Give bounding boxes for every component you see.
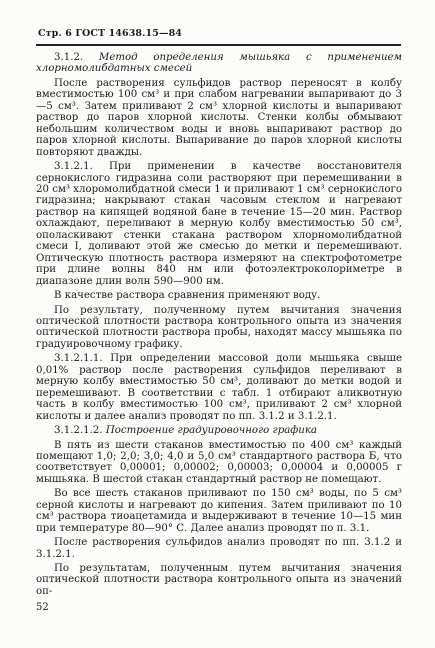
paragraph: В качестве раствора сравнения применяют воду. (54, 290, 321, 302)
section-title: Построение градуировочного графика (105, 425, 317, 437)
section-heading (36, 52, 402, 75)
document-body (36, 52, 402, 597)
paragraph: 3.1.2.1.1. При определении массовой доли мышьяка свыше 0,01% раствор после растворения сульфидов переливают в мерную колбу вместимостью 50 см³, доливают до метки водой и перемешивают. В соответствии с табл. 1 отбирают аликвотную часть в колбу вместимостью 100 см³, приливают 2 см³ хлорной кислоты и далее анализ проводят по пп. 3.1.2 и 3.1.2.1. (36, 353, 402, 422)
header-rule (36, 44, 401, 46)
paragraph: После растворения сульфидов анализ проводят по пп. 3.1.2 и 3.1.2.1. (36, 537, 402, 560)
section-heading (36, 425, 402, 436)
section-title: Метод определения мышьяка с применением хлорномолибдатных смесей (36, 52, 402, 75)
section-number: 3.1.2.1.2. (54, 425, 103, 437)
section-number: 3.1.2. (54, 52, 84, 63)
paragraph: После растворения сульфидов раствор переносят в колбу вместимостью 100 см³ и при слабом нагревании выпаривают до 3—5 см³. Затем приливают 2 см³ хлорной кислоты и выпаривают раствор до паров хлорной кислоты. Стенки колбы обмывают небольшим количеством воды и вновь выпаривают раствор до паров хлорной кислоты. Выпаривание до паров хлорной кислоты повторяют дважды. (36, 77, 402, 158)
paragraph: По результатам, полученным путем вычитания значения оптической плотности раствора контрольного опыта из значений оп- (36, 563, 402, 597)
page-header: Стр. 6 ГОСТ 14638.15—84 (38, 28, 182, 39)
page-number: 52 (36, 602, 49, 613)
paragraph: В пять из шести стаканов вместимостью по 400 см³ каждый помещают 1,0; 2,0; 3,0; 4,0 и 5,0 см³ стандартного раствора Б, что соответствует 0,00001; 0,00002; 0,00003; 0,00004 и 0,00005 г мышьяка. В шестой стакан стандартный раствор не помещают. (36, 439, 402, 485)
paragraph: Во все шесть стаканов приливают по 150 см³ воды, по 5 см³ серной кислоты и нагревают до кипения. Затем приливают по 10 см³ раствора тиоацетамида и выдерживают в течение 10—15 мин при температуре 80—90° С. Далее анализ проводят по п. 3.1. (36, 488, 402, 534)
paragraph: 3.1.2.1. При применении в качестве восстановителя сернокислого гидразина соли растворяют при перемешивании в 20 см³ хлоромолибдатной смеси 1 и приливают 1 см³ сернокислого гидразина; накрывают стакан часовым стеклом и нагревают раствор на кипящей водяной бане в течение 15—20 мин. Раствор охлаждают, переливают в мерную колбу вместимостью 50 см³, ополаскивают стенки стакана раствором хлорномолибдатной смеси I, доливают этой же смесью до метки и перемешивают. Оптическую плотность раствора измеряют на спектрофотометре при длине волны 840 нм или фотоэлектроколориметре в диапазоне длин волн 590—900 нм. (36, 161, 402, 287)
paragraph: По результату, полученному путем вычитания значения оптической плотности раствора контрольного опыта из значения оптической плотности раствора пробы, находят массу мышьяка по градуировочному графику. (36, 304, 402, 350)
